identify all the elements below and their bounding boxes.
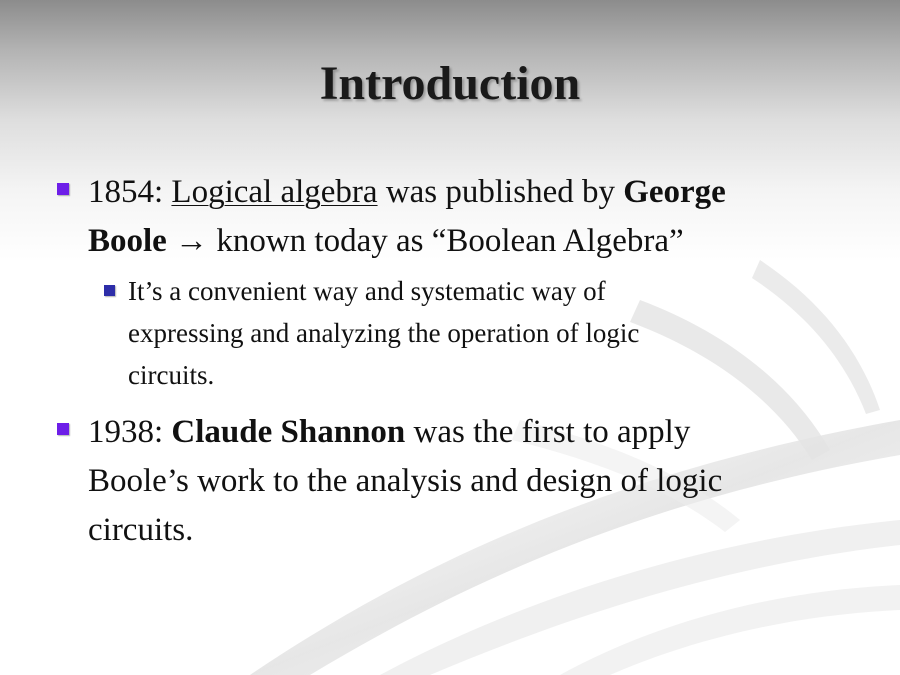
bullet-line: Boole’s work to the analysis and design of logic (88, 463, 723, 499)
slide-title: Introduction (319, 57, 581, 110)
sub-bullet-line: It’s a convenient way and systematic way of (128, 276, 606, 306)
bullet-square-icon (104, 285, 115, 296)
sub-bullet-convenient-way (128, 270, 848, 396)
bullet-square-icon (57, 183, 69, 195)
bullet-line (88, 168, 848, 217)
sub-bullet-line: expressing and analyzing the operation of logic (128, 318, 640, 348)
person-name: Claude Shannon (171, 414, 406, 450)
person-name: Boole (88, 223, 167, 259)
logical-algebra-term: Logical algebra (171, 174, 378, 210)
bullet-1854 (88, 168, 848, 266)
bullet-line (88, 217, 848, 266)
person-name: George (623, 174, 726, 210)
bullet-1938 (88, 408, 848, 555)
bullet-text: was published by (385, 174, 615, 210)
right-arrow-icon: → (175, 223, 209, 259)
year-label: 1938: (88, 414, 164, 450)
bullet-square-icon (57, 423, 69, 435)
bullet-line (88, 408, 848, 457)
bullet-text: known today as “Boolean Algebra” (216, 223, 684, 259)
year-label: 1854: (88, 174, 164, 210)
bullet-line: circuits. (88, 512, 194, 548)
sub-bullet-line: circuits. (128, 360, 215, 390)
bullet-text: was the first to apply (413, 414, 691, 450)
